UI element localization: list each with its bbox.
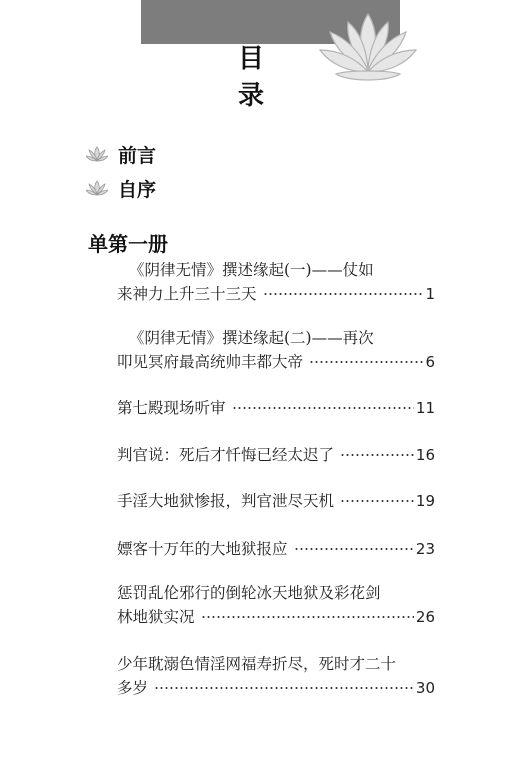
dot-leader [263, 293, 424, 295]
dot-leader [232, 407, 414, 409]
page-number: 1 [425, 285, 435, 303]
toc-entry-4[interactable] [117, 443, 435, 467]
toc-entry-title-line: 少年耽溺色情淫网福寿折尽，死时才二十 [117, 655, 397, 673]
toc-item-label: 前言 [118, 144, 157, 167]
toc-item-label: 自序 [118, 178, 157, 201]
toc-entry-title-line: 林地狱实况 [117, 608, 195, 626]
page-number: 26 [415, 608, 435, 626]
toc-entry-3[interactable] [117, 396, 435, 420]
page-number: 6 [425, 353, 435, 371]
volume-heading: 单第一册 [88, 232, 168, 256]
toc-entry-title-line: 手淫大地狱惨报，判官泄尽天机 [117, 492, 335, 510]
toc-entry-title-line: 嫖客十万年的大地狱报应 [117, 540, 288, 558]
dot-leader [201, 616, 414, 618]
toc-item-preface[interactable] [86, 142, 156, 166]
dot-leader [294, 548, 414, 550]
lotus-bullet-icon [86, 180, 108, 196]
page-number: 16 [415, 446, 435, 464]
toc-item-author-preface[interactable] [86, 176, 156, 200]
dot-leader [340, 500, 414, 502]
toc-entry-8[interactable] [117, 652, 435, 700]
toc-entry-title-line: 叩见冥府最高统帅丰都大帝 [117, 353, 304, 371]
toc-entry-title-line: 第七殿现场听审 [117, 399, 226, 417]
toc-entry-title-line: 来神力上升三十三天 [117, 285, 257, 303]
toc-title: 目录 [238, 44, 277, 111]
toc-entry-2[interactable] [117, 326, 435, 374]
page-number: 30 [415, 679, 435, 697]
toc-entry-5[interactable] [117, 489, 435, 513]
toc-entry-6[interactable] [117, 537, 435, 561]
toc-entry-title-line: 判官说：死后才忏悔已经太迟了 [117, 446, 335, 464]
dot-leader [309, 361, 423, 363]
toc-entry-1[interactable] [117, 258, 435, 306]
page-number: 19 [415, 492, 435, 510]
dot-leader [340, 454, 414, 456]
toc-entry-title-line: 多岁 [117, 679, 149, 697]
toc-entry-title-line: 《阴律无情》撰述缘起(一)——仗如 [129, 261, 374, 279]
dot-leader [154, 687, 414, 689]
lotus-icon [318, 8, 418, 86]
toc-entry-title-line: 《阴律无情》撰述缘起(二)——再次 [129, 329, 374, 347]
lotus-bullet-icon [86, 146, 108, 162]
toc-entry-title-line: 惩罚乱伦邪行的倒轮冰天地狱及彩花剑 [117, 584, 381, 602]
page-number: 23 [415, 540, 435, 558]
toc-entry-7[interactable] [117, 581, 435, 629]
page-number: 11 [415, 399, 435, 417]
